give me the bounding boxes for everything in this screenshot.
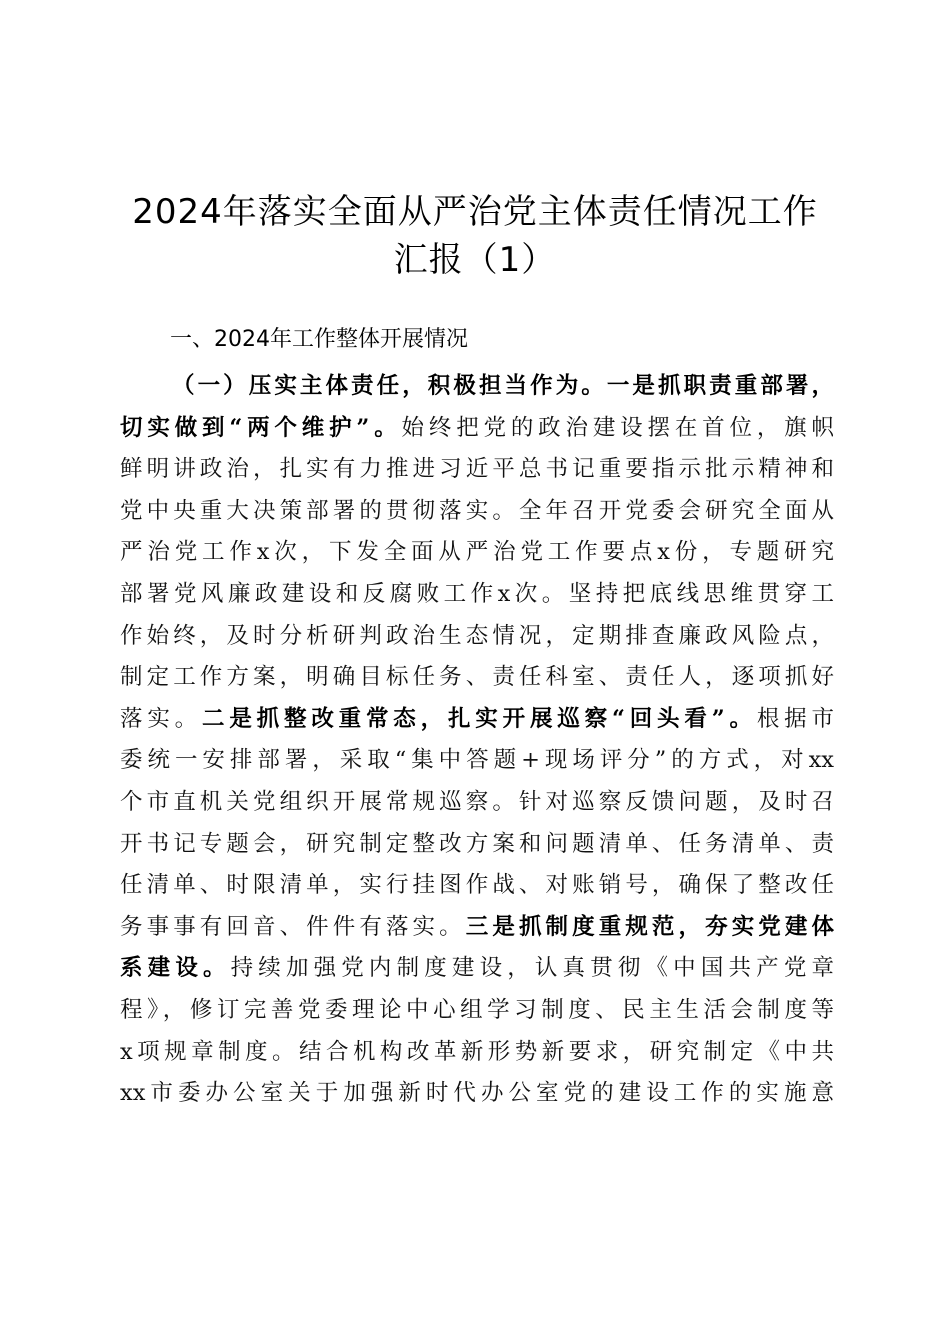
body-line: [120, 408, 834, 450]
body-line: [120, 491, 834, 533]
body-line: [120, 616, 834, 658]
body-line: [120, 907, 834, 949]
text-run: 制定工作方案，明确目标任务、责任科室、责任人，逐项抓好: [120, 664, 834, 691]
body-line: [120, 366, 834, 408]
title-line-2: 汇报（1）: [393, 240, 557, 280]
text-run: 委统一安排部署，采取“集中答题+现场评分”的方式，对xx: [120, 747, 834, 774]
bold-run: 系建设。: [120, 955, 231, 982]
text-run: 始终把党的政治建设摆在首位，旗帜: [401, 414, 834, 441]
text-run: 部署党风廉政建设和反腐败工作x次。坚持把底线思维贯穿工: [120, 580, 834, 607]
body-paragraph: [120, 366, 834, 1115]
body-line: [120, 1032, 834, 1074]
text-run: x项规章制度。结合机构改革新形势新要求，研究制定《中共: [120, 1038, 834, 1065]
body-line: [120, 574, 834, 616]
bold-run: （一）压实主体责任，积极担当作为。一是抓职责重部署，: [172, 373, 834, 399]
text-run: 鲜明讲政治，扎实有力推进习近平总书记重要指示批示精神和: [120, 456, 834, 483]
body-line: [120, 657, 834, 699]
body-line: [120, 865, 834, 907]
body-line: [120, 990, 834, 1032]
text-run: 开书记专题会，研究制定整改方案和问题清单、任务清单、责: [120, 830, 834, 857]
bold-run: 二是抓整改重常态，扎实开展巡察“回头看”。: [202, 705, 757, 732]
body-line: [120, 824, 834, 866]
body-line: [120, 699, 834, 741]
body-line: [120, 449, 834, 491]
text-run: 持续加强党内制度建设，认真贯彻《中国共产党章: [230, 955, 834, 982]
title-line-1: 2024年落实全面从严治党主体责任情况工作: [132, 192, 818, 232]
section-heading: 一、2024年工作整体开展情况: [170, 327, 468, 352]
document-title: [80, 188, 870, 284]
body-line: [120, 948, 834, 990]
text-run: 党中央重大决策部署的贯彻落实。全年召开党委会研究全面从: [120, 497, 834, 524]
text-run: 作始终，及时分析研判政治生态情况，定期排查廉政风险点，: [120, 622, 834, 649]
bold-run: 三是抓制度重规范，夯实党建体: [465, 913, 834, 940]
text-run: 务事事有回音、件件有落实。: [120, 913, 466, 940]
text-run: 程》，修订完善党委理论中心组学习制度、民主生活会制度等: [120, 996, 834, 1023]
body-line: [120, 740, 834, 782]
bold-run: 切实做到“两个维护”。: [120, 414, 402, 441]
body-line: [120, 532, 834, 574]
text-run: 落实。: [120, 705, 202, 732]
text-run: 任清单、时限清单，实行挂图作战、对账销号，确保了整改任: [120, 872, 834, 899]
body-line: [120, 782, 834, 824]
body-line: [120, 1073, 834, 1115]
text-run: 严治党工作x次，下发全面从严治党工作要点x份，专题研究: [120, 539, 834, 566]
text-run: 根据市: [756, 705, 834, 732]
text-run: xx市委办公室关于加强新时代办公室党的建设工作的实施意: [120, 1080, 834, 1107]
text-run: 个市直机关党组织开展常规巡察。针对巡察反馈问题，及时召: [120, 788, 834, 815]
